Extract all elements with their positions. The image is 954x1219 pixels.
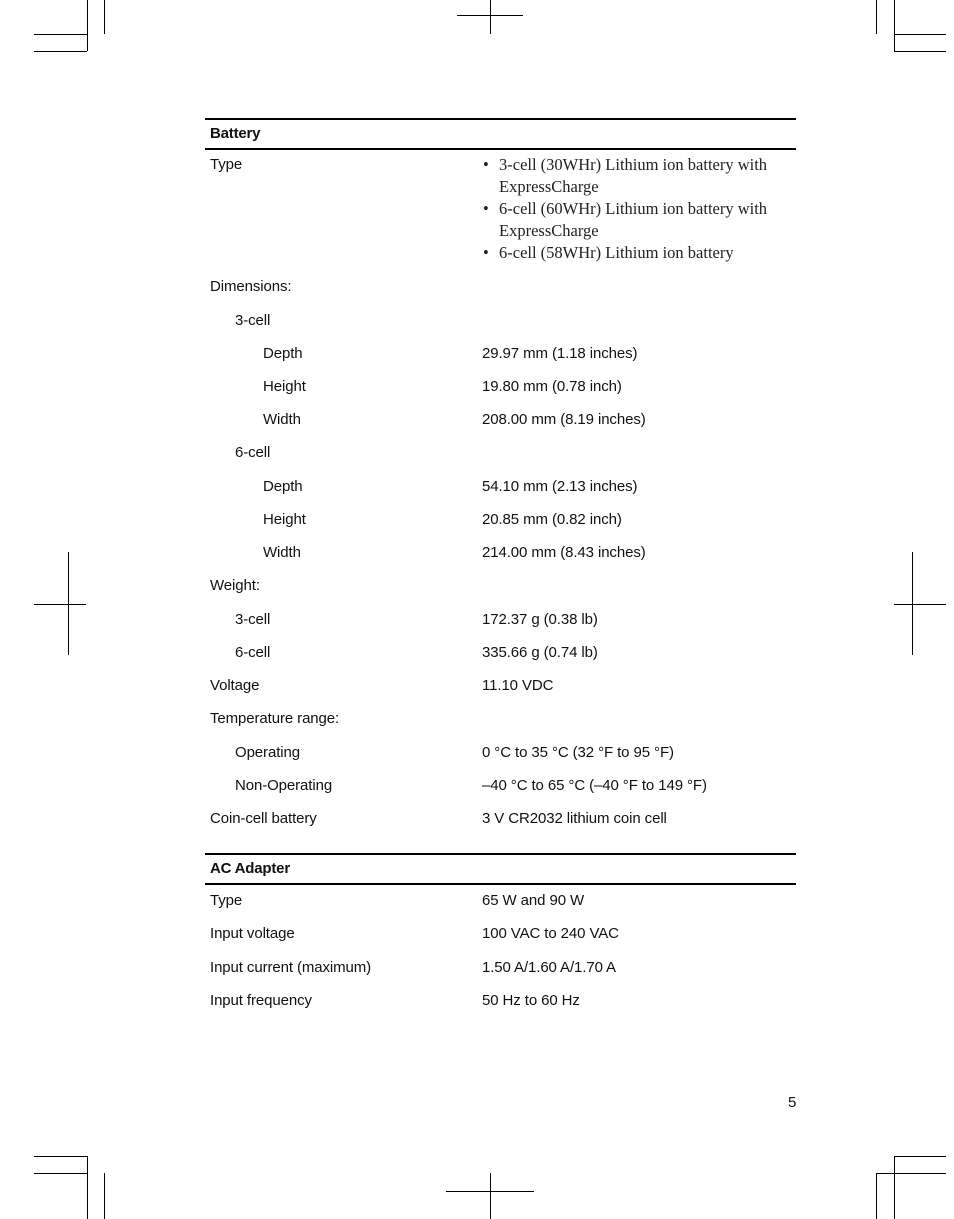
crop-mark — [34, 51, 87, 52]
battery-header-title: Battery — [210, 125, 261, 142]
bullet-icon: • — [483, 199, 489, 218]
crop-mark — [34, 604, 86, 605]
cell3-depth-label: Depth — [263, 345, 303, 362]
adapter-type-label: Type — [210, 892, 243, 909]
weight6-label: 6-cell — [235, 644, 271, 661]
page-number: 5 — [788, 1094, 797, 1111]
ac-adapter-header-title: AC Adapter — [210, 860, 290, 877]
crop-mark — [87, 1156, 88, 1219]
dimensions-label: Dimensions: — [210, 278, 292, 295]
weight-label: Weight: — [210, 577, 260, 594]
cell3-width-value: 208.00 mm (8.19 inches) — [482, 411, 646, 428]
crop-mark — [34, 1173, 87, 1174]
crop-mark — [104, 0, 105, 34]
crop-mark — [894, 1156, 895, 1219]
cell3-label: 3-cell — [235, 312, 271, 329]
list-item — [482, 242, 792, 264]
battery-type-option: 6-cell (60WHr) Lithium ion battery with ExpressCharge — [499, 199, 768, 240]
coin-cell-value: 3 V CR2032 lithium coin cell — [482, 810, 667, 827]
crop-mark — [894, 51, 946, 52]
crop-mark — [876, 1173, 877, 1219]
battery-type-option: 6-cell (58WHr) Lithium ion battery — [499, 243, 734, 262]
crop-mark — [446, 1191, 534, 1192]
operating-value: 0 °C to 35 °C (32 °F to 95 °F) — [482, 744, 674, 761]
weight3-label: 3-cell — [235, 611, 271, 628]
bullet-icon: • — [483, 155, 489, 174]
non-operating-value: –40 °C to 65 °C (–40 °F to 149 °F) — [482, 777, 707, 794]
temperature-range-label: Temperature range: — [210, 710, 340, 727]
cell3-height-value: 19.80 mm (0.78 inch) — [482, 378, 622, 395]
crop-mark — [104, 1173, 105, 1219]
voltage-label: Voltage — [210, 677, 260, 694]
crop-mark — [87, 0, 88, 51]
input-current-label: Input current (maximum) — [210, 959, 372, 976]
battery-type-label: Type — [210, 156, 243, 173]
cell6-depth-label: Depth — [263, 478, 303, 495]
input-frequency-label: Input frequency — [210, 992, 312, 1009]
crop-mark — [34, 1156, 87, 1157]
input-voltage-label: Input voltage — [210, 925, 295, 942]
crop-mark — [876, 1173, 946, 1174]
cell6-label: 6-cell — [235, 444, 271, 461]
cell3-width-label: Width — [263, 411, 301, 428]
crop-mark — [894, 1156, 946, 1157]
cell3-height-label: Height — [263, 378, 306, 395]
battery-type-list — [482, 154, 792, 264]
non-operating-label: Non-Operating — [235, 777, 333, 794]
input-frequency-value: 50 Hz to 60 Hz — [482, 992, 580, 1009]
crop-mark — [34, 34, 87, 35]
crop-mark — [876, 0, 877, 34]
operating-label: Operating — [235, 744, 300, 761]
input-current-value: 1.50 A/1.60 A/1.70 A — [482, 959, 616, 976]
cell6-depth-value: 54.10 mm (2.13 inches) — [482, 478, 638, 495]
battery-type-option: 3-cell (30WHr) Lithium ion battery with ExpressCharge — [499, 155, 768, 196]
crop-mark — [894, 34, 946, 35]
cell6-height-value: 20.85 mm (0.82 inch) — [482, 511, 622, 528]
ac-adapter-section-header — [205, 853, 796, 885]
list-item — [482, 198, 792, 242]
adapter-type-value: 65 W and 90 W — [482, 892, 585, 909]
crop-mark — [894, 604, 946, 605]
list-item — [482, 154, 792, 198]
crop-mark — [490, 1173, 491, 1219]
cell3-depth-value: 29.97 mm (1.18 inches) — [482, 345, 638, 362]
battery-section-header — [205, 118, 796, 150]
cell6-height-label: Height — [263, 511, 306, 528]
crop-mark — [894, 0, 895, 51]
crop-mark — [490, 0, 491, 34]
weight3-value: 172.37 g (0.38 lb) — [482, 611, 598, 628]
weight6-value: 335.66 g (0.74 lb) — [482, 644, 598, 661]
input-voltage-value: 100 VAC to 240 VAC — [482, 925, 619, 942]
cell6-width-value: 214.00 mm (8.43 inches) — [482, 544, 646, 561]
bullet-icon: • — [483, 243, 489, 262]
cell6-width-label: Width — [263, 544, 301, 561]
voltage-value: 11.10 VDC — [482, 677, 554, 694]
coin-cell-label: Coin-cell battery — [210, 810, 317, 827]
